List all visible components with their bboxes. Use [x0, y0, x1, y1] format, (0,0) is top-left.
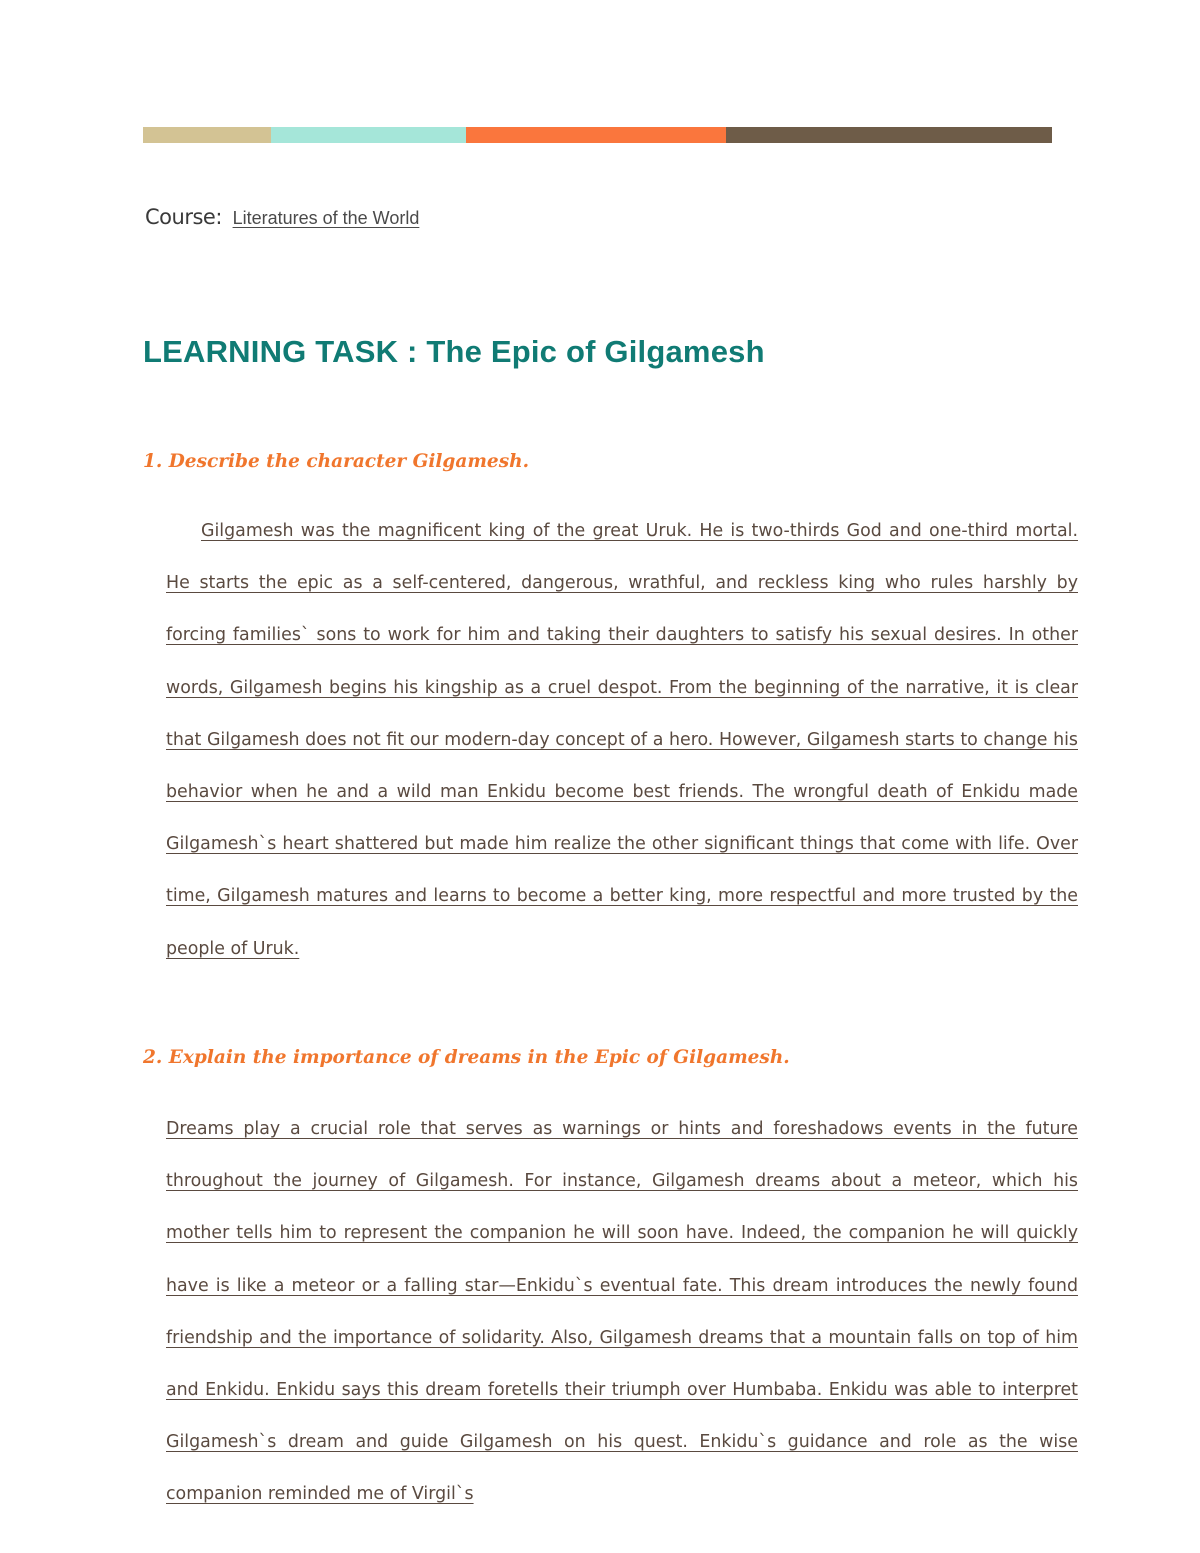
course-label: Course:	[145, 205, 222, 229]
course-name: Literatures of the World	[232, 208, 420, 228]
question-1-answer: Gilgamesh was the magnificent king of the great Uruk. He is two-thirds God and one-third mortal. He starts the epic as a self-centered, dangerous, wrathful, and reckless king who rules harshly by forcing families` sons to work for him and taking their daughters to satisfy his sexual desires. In other words, Gilgamesh begins his kingship as a cruel despot. From the beginning of the narrative, it is clear that Gilgamesh does not fit our modern-day concept of a hero. However, Gilgamesh starts to change his behavior when he and a wild man Enkidu become best friends. The wrongful death of Enkidu made Gilgamesh`s heart shattered but made him realize the other significant things that come with life. Over time, Gilgamesh matures and learns to become a better king, more respectful and more trusted by the people of Uruk.	[166, 521, 1078, 959]
stripe-segment-orange	[466, 127, 726, 143]
stripe-segment-tan	[143, 127, 271, 143]
question-2-prompt: 2. Explain the importance of dreams in the Epic of Gilgamesh.	[143, 1047, 790, 1068]
stripe-segment-brown	[726, 127, 1052, 143]
stripe-segment-aqua	[271, 127, 466, 143]
decorative-color-stripe	[143, 127, 1052, 143]
question-1-prompt: 1. Describe the character Gilgamesh.	[143, 451, 530, 472]
course-line	[145, 205, 419, 229]
question-2-answer: Dreams play a crucial role that serves as warnings or hints and foreshadows events in the future throughout the journey of Gilgamesh. For instance, Gilgamesh dreams about a meteor, which his mother tells him to represent the companion he will soon have. Indeed, the companion he will quickly have is like a meteor or a falling star—Enkidu`s eventual fate. This dream introduces the newly found friendship and the importance of solidarity. Also, Gilgamesh dreams that a mountain falls on top of him and Enkidu. Enkidu says this dream foretells their triumph over Humbaba. Enkidu was able to interpret Gilgamesh`s dream and guide Gilgamesh on his quest. Enkidu`s guidance and role as the wise companion reminded me of Virgil`s	[166, 1119, 1078, 1505]
page-title: LEARNING TASK : The Epic of Gilgamesh	[143, 334, 765, 369]
